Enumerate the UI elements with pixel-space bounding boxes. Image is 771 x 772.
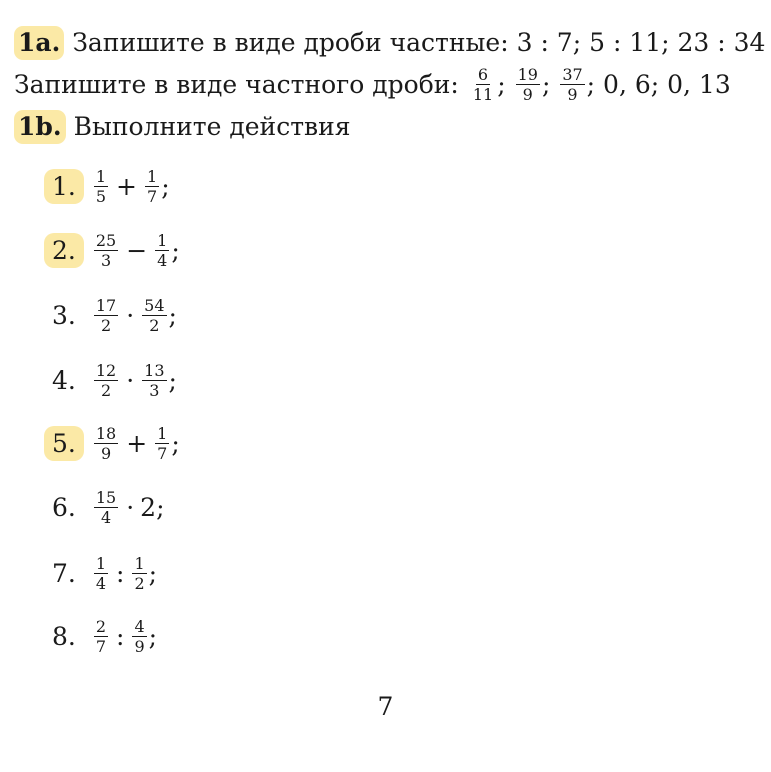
exercise-item bbox=[44, 362, 177, 399]
denominator: 4 bbox=[95, 574, 107, 593]
exercise-number: 7. bbox=[52, 559, 76, 588]
operator: : bbox=[116, 559, 125, 588]
fraction bbox=[142, 362, 166, 399]
denominator: 2 bbox=[134, 574, 145, 593]
semicolon: ; bbox=[148, 559, 158, 588]
fraction bbox=[94, 362, 118, 399]
numerator: 25 bbox=[95, 231, 117, 250]
operator: · bbox=[126, 493, 135, 522]
task-1b-tag: 1b. bbox=[14, 110, 66, 144]
exercise-item bbox=[44, 489, 165, 526]
numerator: 19 bbox=[517, 65, 538, 84]
numerator: 1 bbox=[157, 424, 168, 443]
numerator: 1 bbox=[134, 554, 145, 573]
denominator: 9 bbox=[567, 85, 578, 104]
task-1a-text: Запишите в виде дроби частные: 3 : 7; 5 : 11; 23 : 34 bbox=[72, 28, 766, 57]
operator: : bbox=[116, 622, 125, 651]
exercise-item bbox=[44, 618, 157, 655]
task-1a-tag: 1a. bbox=[14, 26, 64, 60]
separator: ; bbox=[497, 69, 514, 99]
numerator: 18 bbox=[95, 424, 117, 443]
fraction bbox=[132, 618, 146, 655]
numerator: 15 bbox=[95, 488, 117, 507]
denominator: 2 bbox=[149, 316, 160, 335]
operator: · bbox=[126, 301, 135, 330]
exercise-number: 5. bbox=[44, 426, 84, 461]
fraction bbox=[516, 66, 540, 103]
denominator: 9 bbox=[134, 637, 145, 656]
denominator: 2 bbox=[100, 316, 112, 335]
exercise-number: 4. bbox=[52, 366, 76, 395]
fraction bbox=[94, 297, 118, 334]
fraction bbox=[145, 168, 159, 205]
numerator: 1 bbox=[95, 554, 107, 573]
fraction bbox=[155, 232, 169, 269]
numerator: 54 bbox=[144, 296, 165, 315]
semicolon: ; bbox=[161, 172, 170, 201]
operator: + bbox=[116, 172, 137, 201]
fraction bbox=[94, 232, 118, 269]
semicolon: ; bbox=[168, 366, 177, 395]
numerator: 12 bbox=[95, 361, 117, 380]
operator: − bbox=[126, 236, 148, 265]
operand: 2 bbox=[140, 493, 157, 522]
semicolon: ; bbox=[171, 429, 180, 458]
fraction bbox=[142, 297, 166, 334]
numerator: 1 bbox=[95, 167, 107, 186]
fraction bbox=[155, 425, 169, 462]
fraction bbox=[94, 618, 108, 655]
fraction bbox=[94, 168, 108, 205]
numerator: 17 bbox=[95, 296, 117, 315]
semicolon: ; bbox=[156, 493, 165, 522]
task-1b-text: Выполните действия bbox=[73, 112, 351, 141]
denominator: 9 bbox=[522, 85, 533, 104]
exercise-item bbox=[44, 168, 170, 205]
denominator: 2 bbox=[100, 381, 112, 400]
operator: · bbox=[126, 366, 135, 395]
numerator: 6 bbox=[477, 65, 489, 84]
semicolon: ; bbox=[168, 301, 177, 330]
numerator: 13 bbox=[144, 361, 165, 380]
numerator: 1 bbox=[157, 231, 168, 250]
exercise-item bbox=[44, 555, 157, 592]
separator: ; bbox=[586, 69, 604, 99]
exercise-number: 8. bbox=[52, 622, 76, 651]
fraction bbox=[560, 66, 584, 103]
exercise-item bbox=[44, 297, 177, 334]
separator: ; bbox=[541, 69, 559, 99]
task-1a-second-tail: 0, 6; 0, 13 bbox=[603, 69, 731, 99]
exercise-item bbox=[44, 425, 180, 462]
denominator: 3 bbox=[100, 251, 112, 270]
task-1b-line bbox=[14, 110, 757, 144]
exercise-number: 2. bbox=[44, 233, 84, 268]
fraction bbox=[94, 489, 118, 526]
operator: + bbox=[126, 429, 148, 458]
denominator: 7 bbox=[95, 637, 107, 656]
numerator: 4 bbox=[134, 617, 145, 636]
task-1a-line bbox=[14, 26, 766, 60]
denominator: 5 bbox=[95, 187, 107, 206]
semicolon: ; bbox=[148, 622, 158, 651]
task-1a-second-text: Запишите в виде частного дроби: bbox=[14, 69, 459, 99]
denominator: 4 bbox=[100, 508, 112, 527]
numerator: 2 bbox=[95, 617, 107, 636]
denominator: 7 bbox=[147, 187, 158, 206]
denominator: 9 bbox=[100, 444, 112, 463]
task-1a-second-line bbox=[14, 66, 757, 103]
numerator: 37 bbox=[562, 65, 583, 84]
denominator: 4 bbox=[157, 251, 168, 270]
denominator: 11 bbox=[472, 85, 494, 104]
numerator: 1 bbox=[147, 167, 158, 186]
denominator: 3 bbox=[149, 381, 160, 400]
fraction bbox=[132, 555, 146, 592]
exercise-item bbox=[44, 232, 180, 269]
exercise-number: 6. bbox=[52, 493, 76, 522]
denominator: 7 bbox=[157, 444, 168, 463]
exercise-number: 1. bbox=[44, 169, 84, 204]
fraction bbox=[471, 66, 495, 103]
exercise-number: 3. bbox=[52, 301, 76, 330]
semicolon: ; bbox=[171, 236, 180, 265]
fraction bbox=[94, 425, 118, 462]
fraction bbox=[94, 555, 108, 592]
page-number: 7 bbox=[377, 692, 394, 721]
